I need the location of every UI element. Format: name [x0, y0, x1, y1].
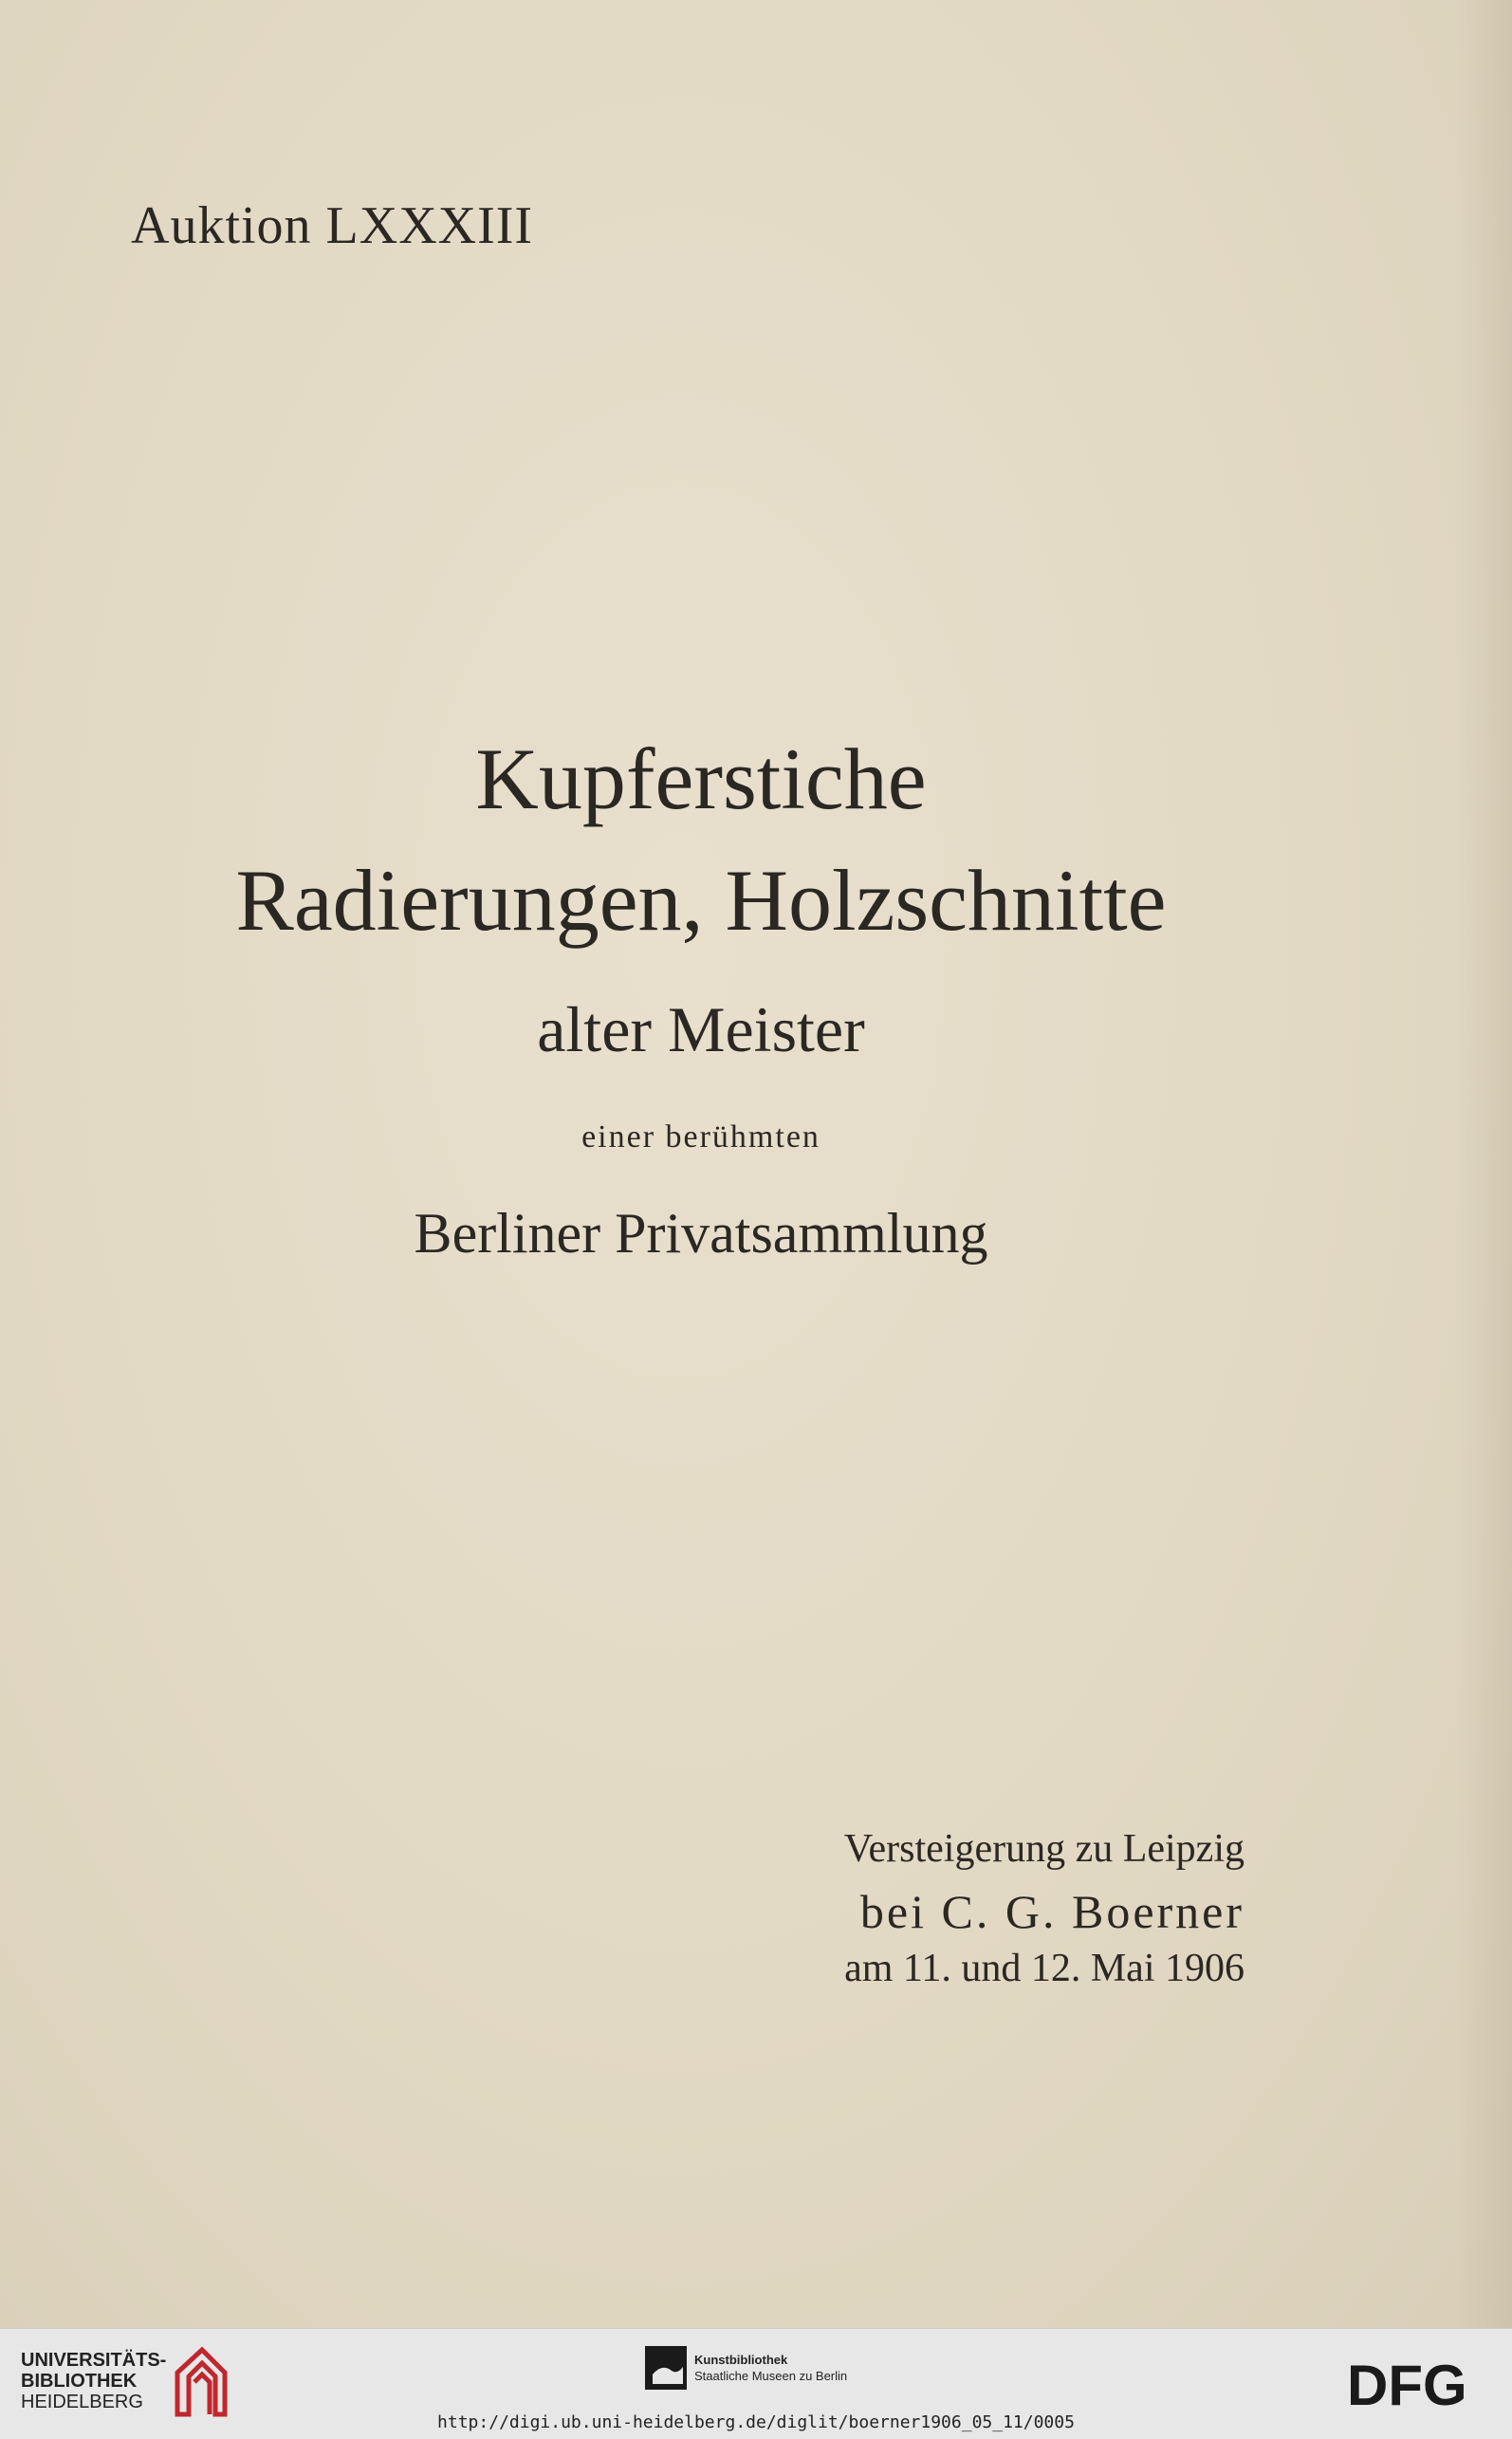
- kb-line-1: Kunstbibliothek: [694, 2353, 788, 2367]
- imprint-line-2: bei C. G. Boerner: [859, 1885, 1245, 1938]
- ub-logo-icon: [174, 2344, 229, 2418]
- imprint-block: [844, 1829, 1245, 1988]
- title-line-2: Radierungen, Holzschnitte: [235, 852, 1167, 949]
- kunstbibliothek-logo[interactable]: [645, 2346, 847, 2390]
- auction-label: Auktion LXXXIII: [131, 196, 534, 255]
- title-line-5: Berliner Privatsammlung: [414, 1202, 988, 1265]
- imprint-line-3: am 11. und 12. Mai 1906: [844, 1947, 1245, 1990]
- ub-heidelberg-logo[interactable]: [21, 2344, 229, 2418]
- kunstbibliothek-text: [694, 2352, 847, 2384]
- ub-line-3: HEIDELBERG: [21, 2392, 143, 2412]
- dfg-logo-text: DFG: [1347, 2356, 1467, 2412]
- source-url[interactable]: http://digi.ub.uni-heidelberg.de/diglit/boerner1906_05_11/0005: [437, 2412, 1075, 2432]
- dfg-logo[interactable]: [1347, 2356, 1491, 2412]
- kb-line-2: Staatliche Museen zu Berlin: [694, 2369, 848, 2383]
- footer-bar: [0, 2328, 1512, 2439]
- kunstbibliothek-logo-icon: [645, 2346, 687, 2390]
- ub-line-2: BIBLIOTHEK: [21, 2371, 138, 2392]
- imprint-line-1: Versteigerung zu Leipzig: [843, 1827, 1245, 1871]
- title-line-4: einer berühmten: [581, 1119, 821, 1155]
- ub-logo-text: [21, 2350, 166, 2412]
- title-line-1: Kupferstiche: [475, 730, 927, 827]
- title-line-3: alter Meister: [537, 993, 865, 1065]
- ub-line-1: UNIVERSITÄTS-: [21, 2350, 167, 2371]
